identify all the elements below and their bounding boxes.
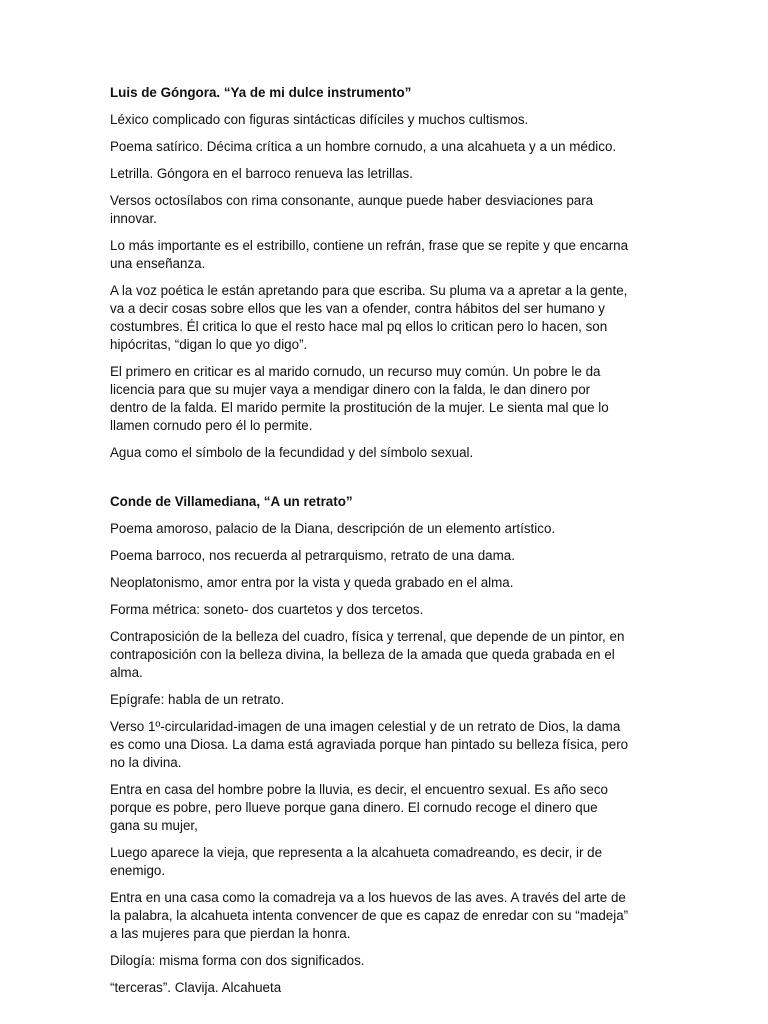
- paragraph: Forma métrica: soneto- dos cuartetos y dos tercetos.: [110, 602, 424, 617]
- section-title: Conde de Villamediana, “A un retrato”: [110, 494, 353, 509]
- paragraph: Epígrafe: habla de un retrato.: [110, 692, 285, 707]
- paragraph: A la voz poética le están apretando para que escriba. Su pluma va a apretar a la gente, va a decir cosas sobre ellos que les van a ofender, contra hábitos del ser humano y costumbres. Él critica lo que el resto hace mal pq ellos lo critican pero lo hacen, son hipócritas, “digan lo que yo digo”.: [110, 283, 628, 352]
- paragraph: “terceras”. Clavija. Alcahueta: [110, 980, 282, 995]
- paragraph: Dilogía: misma forma con dos significados.: [110, 953, 365, 968]
- paragraph: El primero en criticar es al marido cornudo, un recurso muy común. Un pobre le da licencia para que su mujer vaya a mendigar dinero con la falda, le dan dinero por dentro de la falda. El marido permite la prostitución de la mujer. Le sienta mal que lo llamen cornudo pero él lo permite.: [110, 364, 609, 433]
- paragraph: Verso 1º-circularidad-imagen de una imagen celestial y de un retrato de Dios, la dama es como una Diosa. La dama está agraviada porque han pintado su belleza física, pero no la divina.: [110, 719, 629, 770]
- paragraph: Versos octosílabos con rima consonante, aunque puede haber desviaciones para innovar.: [110, 193, 594, 226]
- paragraph: Luego aparece la vieja, que representa a la alcahueta comadreando, es decir, ir de enemigo.: [110, 845, 603, 878]
- paragraph: Agua como el símbolo de la fecundidad y del símbolo sexual.: [110, 445, 474, 460]
- section-gongora: [110, 84, 630, 462]
- paragraph: Poema amoroso, palacio de la Diana, descripción de un elemento artístico.: [110, 521, 556, 536]
- paragraph: Entra en una casa como la comadreja va a los huevos de las aves. A través del arte de la palabra, la alcahueta intenta convencer de que es capaz de enredar con su “madeja” a las mujeres para que pierdan la honra.: [110, 890, 629, 941]
- paragraph: Léxico complicado con figuras sintácticas difíciles y muchos cultismos.: [110, 112, 529, 127]
- section-title: Luis de Góngora. “Ya de mi dulce instrumento”: [110, 85, 412, 100]
- paragraph: Poema satírico. Décima crítica a un hombre cornudo, a una alcahueta y a un médico.: [110, 139, 617, 154]
- paragraph: Lo más importante es el estribillo, contiene un refrán, frase que se repite y que encarna una enseñanza.: [110, 238, 629, 271]
- paragraph: Neoplatonismo, amor entra por la vista y queda grabado en el alma.: [110, 575, 514, 590]
- document-page: [110, 84, 630, 997]
- paragraph: Letrilla. Góngora en el barroco renueva las letrillas.: [110, 166, 413, 181]
- section-villamediana: [110, 493, 630, 997]
- paragraph: Entra en casa del hombre pobre la lluvia, es decir, el encuentro sexual. Es año seco porque es pobre, pero llueve porque gana dinero. El cornudo recoge el dinero que gana su mujer,: [110, 782, 608, 833]
- paragraph: Poema barroco, nos recuerda al petrarquismo, retrato de una dama.: [110, 548, 515, 563]
- paragraph: Contraposición de la belleza del cuadro, física y terrenal, que depende de un pintor, en contraposición con la belleza divina, la belleza de la amada que queda grabada en el alma.: [110, 629, 625, 680]
